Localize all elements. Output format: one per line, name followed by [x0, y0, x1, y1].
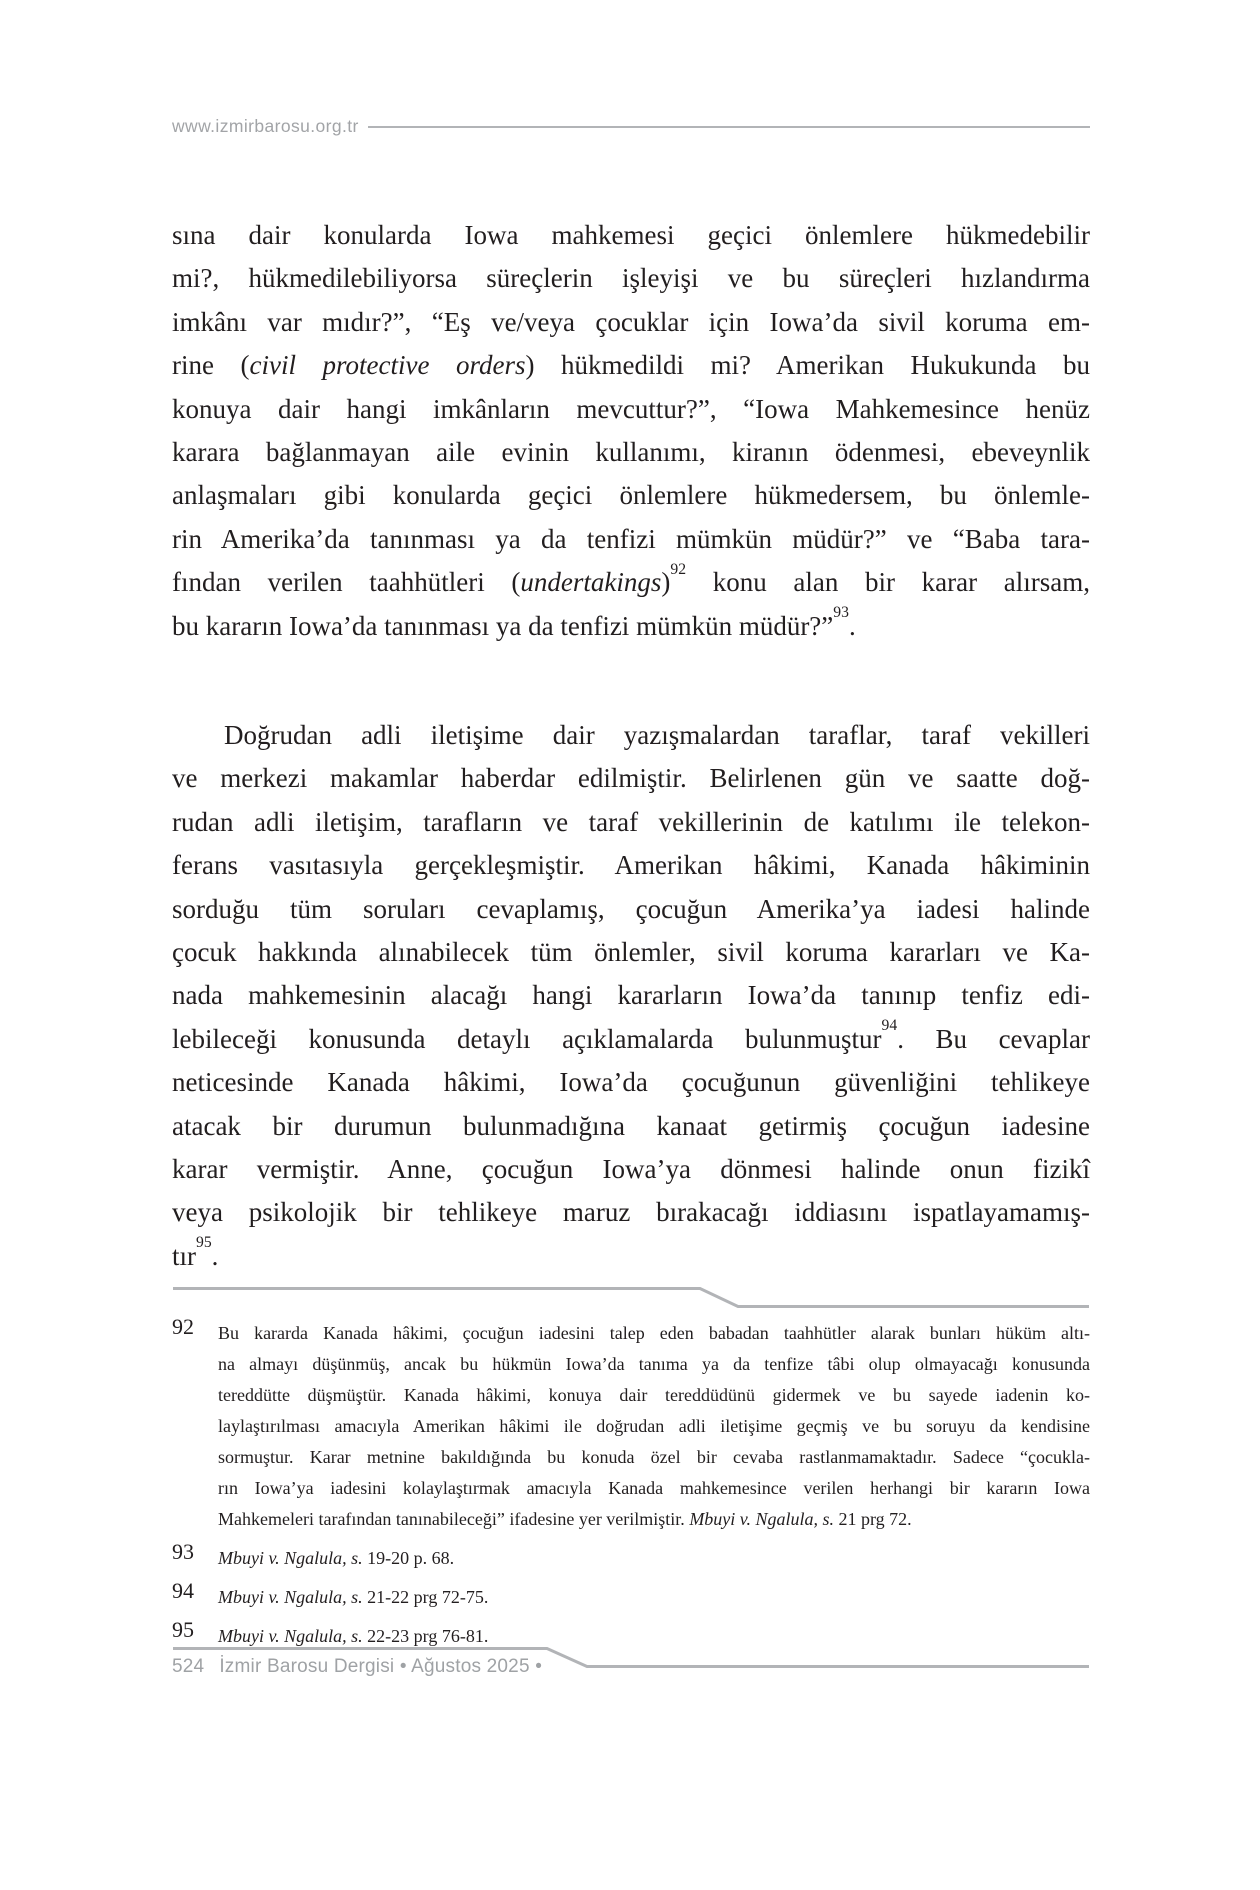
footnote-number: 93: [172, 1539, 194, 1564]
footnote-ref: 92: [670, 560, 687, 578]
footnote-divider: [172, 1286, 1090, 1310]
text-line: bu kararın Iowa’da tanınması ya da tenfizi mümkün müdür?”$^{93}$.: [172, 604, 856, 641]
journal-title: İzmir Barosu Dergisi • Ağustos 2025 •: [219, 1656, 543, 1677]
text-line: rine (civil protective orders) hükmedildi mi? Amerikan Hukukunda bu: [172, 350, 1091, 381]
footnotes-section: [172, 1314, 1090, 1652]
text-line: nada mahkemesinin alacağı hangi kararların Iowa’da tanınıp tenfiz edi-: [172, 980, 1090, 1011]
text-line: Mbuyi v. Ngalula, s. 21-22 prg 72-75.: [218, 1587, 489, 1607]
text-line: sormuştur. Karar metnine bakıldığında bu konuda özel bir cevaba rastlanmamaktadır. Sadece “çocukla-: [218, 1447, 1090, 1467]
text-line: mi?, hükmedilebiliyorsa süreçlerin işleyişi ve bu süreçleri hızlandırma: [172, 263, 1090, 294]
text-line: Mahkemeleri tarafından tanınabileceği” ifadesine yer verilmiştir. Mbuyi v. Ngalula, s. 21 prg 72.: [218, 1509, 912, 1529]
text-line: Bu kararda Kanada hâkimi, çocuğun iadesini talep eden babadan taahhütler alarak bunları hüküm altı-: [218, 1323, 1090, 1343]
italic-text: undertakings: [520, 567, 662, 598]
text-line: çocuk hakkında alınabilecek tüm önlemler, sivil koruma kararları ve Ka-: [172, 937, 1090, 968]
footnote-ref: 95: [196, 1234, 212, 1252]
text-line: veya psikolojik bir tehlikeye maruz bırakacağı iddiasını ispatlayamamış-: [172, 1197, 1090, 1228]
footnote-number: 92: [172, 1314, 194, 1339]
text-line: lebileceği konusunda detaylı açıklamalarda bulunmuştur$^{94}$. Bu cevaplar: [172, 1017, 1091, 1054]
text-line: na almayı düşünmüş, ancak bu hükmün Iowa’da tanıma ya da tenfize tâbi olup olmayacağı konusunda: [218, 1354, 1090, 1374]
text-line: fından verilen taahhütleri (undertakings)$^{92}$ konu alan bir karar alırsam,: [172, 560, 1090, 598]
text-line: karara bağlanmayan aile evinin kullanımı, kiranın ödenmesi, ebeveynlik: [172, 437, 1090, 468]
text-line: tır$^{95}$.: [172, 1234, 219, 1271]
page-header: [172, 116, 1090, 137]
footnote-ref: 94: [881, 1017, 898, 1035]
text-line: neticesinde Kanada hâkimi, Iowa’da çocuğunun güvenliğini tehlikeye: [172, 1067, 1090, 1098]
text-line: sına dair konularda Iowa mahkemesi geçici önlemlere hükmedebilir: [172, 220, 1090, 250]
text-line: konuya dair hangi imkânların mevcuttur?”, “Iowa Mahkemesince henüz: [172, 393, 1090, 424]
text-line: sorduğu tüm soruları cevaplamış, çocuğun Amerika’ya iadesi halinde: [172, 893, 1090, 924]
text-line: laylaştırılması amacıyla Amerikan hâkimi ile doğrudan adli iletişime geçmiş ve bu soruyu da kendisine: [218, 1416, 1090, 1436]
text-line: imkânı var mıdır?”, “Eş ve/veya çocuklar için Iowa’da sivil koruma em-: [172, 306, 1090, 337]
footnote: [172, 1539, 1090, 1574]
header-rule: [368, 126, 1090, 129]
text-line: ferans vasıtasıyla gerçekleşmiştir. Amerikan hâkimi, Kanada hâkiminin: [172, 850, 1090, 881]
text-line: tereddütte düşmüştür. Kanada hâkimi, konuya dair tereddüdünü gidermek ve bu sayede iadenin ko-: [218, 1385, 1090, 1405]
footnote: [172, 1578, 1090, 1613]
footnote-text: [218, 1318, 1090, 1535]
website-url: www.izmirbarosu.org.tr: [172, 116, 359, 136]
italic-text: Mbuyi v. Ngalula, s.: [218, 1587, 363, 1607]
footnote-number: 94: [172, 1578, 194, 1603]
body-paragraph-1: [172, 214, 1090, 648]
text-line: Mbuyi v. Ngalula, s. 19-20 p. 68.: [218, 1548, 455, 1568]
footnote: [172, 1314, 1090, 1535]
text-line: atacak bir durumun bulunmadığına kanaat getirmiş çocuğun iadesine: [172, 1110, 1090, 1141]
footnote-text: [218, 1543, 1090, 1574]
footnote-number: 95: [172, 1617, 194, 1642]
italic-text: civil protective orders: [249, 350, 526, 381]
page-number: 524: [172, 1656, 205, 1677]
italic-text: Mbuyi v. Ngalula, s.: [689, 1509, 834, 1529]
text-line: rın Iowa’ya iadesini kolaylaştırmak amacıyla Kanada mahkemesince verilen herhangi bir kararın Iowa: [218, 1478, 1090, 1498]
footnote-text: [218, 1582, 1090, 1613]
footnote-ref: 93: [833, 604, 849, 622]
page-footer: [172, 1656, 1090, 1678]
text-line: anlaşmaları gibi konularda geçici önlemlere hükmedersem, bu önlemle-: [172, 480, 1090, 511]
text-line: rudan adli iletişim, tarafların ve taraf vekillerinin de katılımı ile telekon-: [172, 806, 1090, 837]
body-paragraph-2: [172, 714, 1090, 1278]
text-line: Mbuyi v. Ngalula, s. 22-23 prg 76-81.: [218, 1626, 489, 1646]
italic-text: Mbuyi v. Ngalula, s.: [218, 1626, 363, 1646]
text-line: Doğrudan adli iletişime dair yazışmalardan taraflar, taraf vekilleri: [224, 720, 1090, 750]
italic-text: Mbuyi v. Ngalula, s.: [218, 1548, 363, 1568]
text-line: ve merkezi makamlar haberdar edilmiştir. Belirlenen gün ve saatte doğ-: [172, 763, 1090, 794]
text-line: rin Amerika’da tanınması ya da tenfizi mümkün müdür?” ve “Baba tara-: [172, 523, 1090, 554]
text-line: karar vermiştir. Anne, çocuğun Iowa’ya dönmesi halinde onun fizikî: [172, 1154, 1090, 1185]
